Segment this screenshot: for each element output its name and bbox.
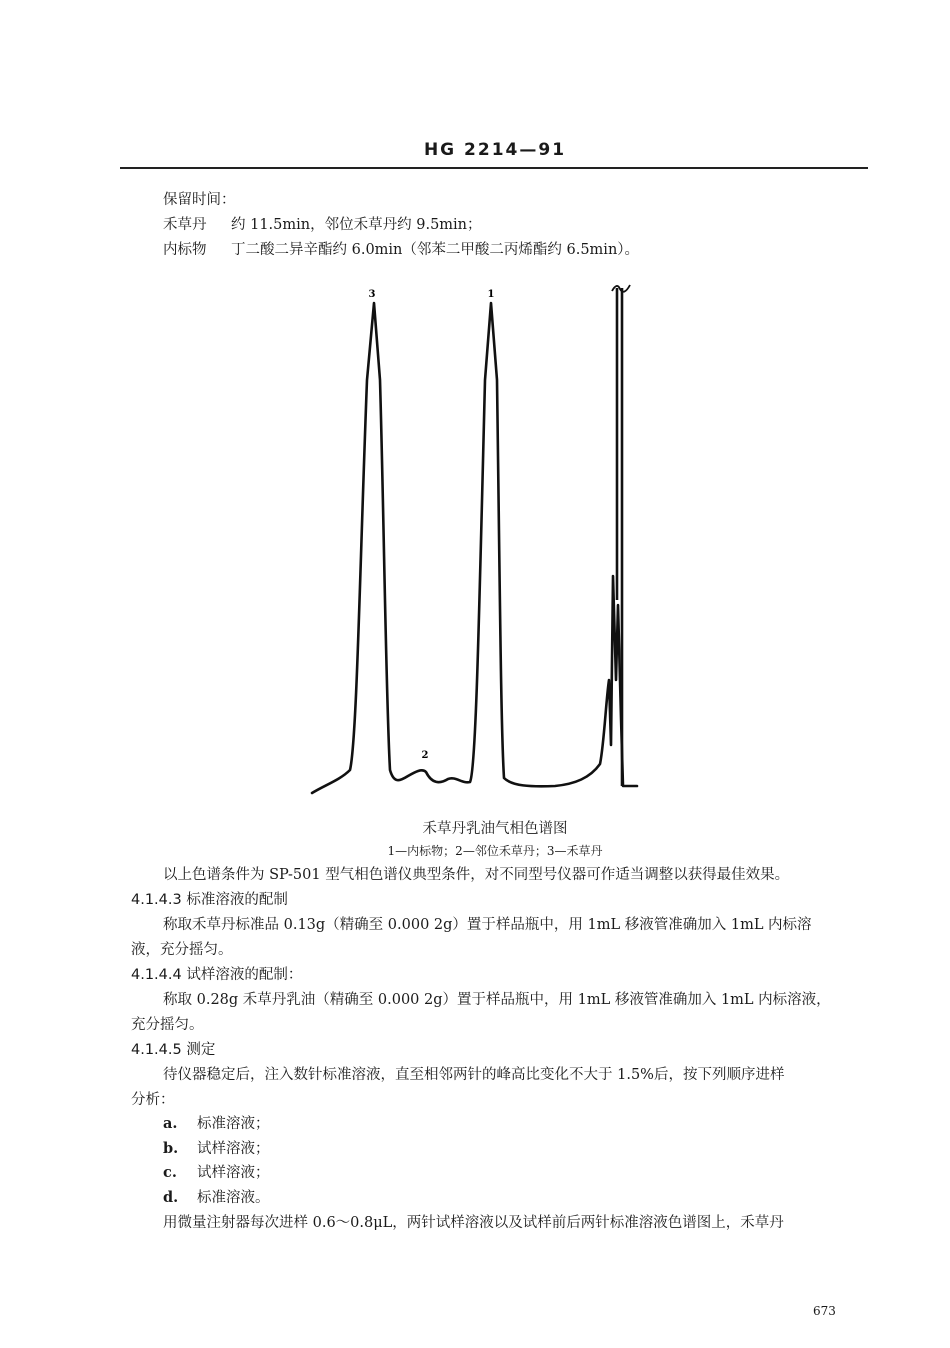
list-marker: a. xyxy=(163,1115,178,1132)
page-number: 673 xyxy=(813,1304,836,1318)
list-text: 试样溶液； xyxy=(197,1165,270,1181)
list-item xyxy=(163,1161,270,1182)
figure-title: 禾草丹乳油气相色谱图 xyxy=(422,821,568,837)
list-marker: d. xyxy=(163,1189,179,1206)
list-text: 试样溶液； xyxy=(197,1141,270,1157)
paragraph-standard-solution: 称取禾草丹标准品 0.13g（精确至 0.000 2g）置于样品瓶中，用 1mL 移液管准确加入 1mL 内标溶 xyxy=(163,917,812,933)
peak-label-2: 2 xyxy=(421,750,429,761)
retention-value: 约 11.5min，邻位禾草丹约 9.5min； xyxy=(231,217,482,233)
list-item xyxy=(163,1112,270,1133)
paragraph-measurement: 待仪器稳定后，注入数针标准溶液，直至相邻两针的峰高比变化不大于 1.5%后，按下列顺序进样 xyxy=(163,1067,785,1083)
peak-label-1: 1 xyxy=(487,289,495,300)
paragraph-conditions: 以上色谱条件为 SP-501 型气相色谱仪典型条件，对不同型号仪器可作适当调整以获得最佳效果。 xyxy=(163,867,790,883)
retention-heading: 保留时间： xyxy=(163,192,236,208)
list-marker: c. xyxy=(163,1164,177,1181)
retention-label: 禾草丹 xyxy=(163,217,207,233)
list-item xyxy=(163,1186,270,1207)
list-item xyxy=(163,1137,270,1158)
list-text: 标准溶液。 xyxy=(197,1190,270,1206)
paragraph-standard-solution-cont: 液，充分摇匀。 xyxy=(131,942,233,958)
figure-legend: 1—内标物；2—邻位禾草丹；3—禾草丹 xyxy=(387,844,603,858)
section-4-1-4-3-title: 4.1.4.3 标准溶液的配制 xyxy=(131,892,288,908)
document-code: HG 2214—91 xyxy=(423,140,567,160)
list-text: 标准溶液； xyxy=(197,1116,270,1132)
section-4-1-4-5-title: 4.1.4.5 测定 xyxy=(131,1042,216,1058)
list-marker: b. xyxy=(163,1140,179,1157)
paragraph-sample-solution: 称取 0.28g 禾草丹乳油（精确至 0.000 2g）置于样品瓶中，用 1mL 移液管准确加入 1mL 内标溶液， xyxy=(163,992,831,1008)
retention-label: 内标物 xyxy=(163,242,207,258)
paragraph-measurement-cont: 分析： xyxy=(131,1092,175,1108)
section-4-1-4-4-title: 4.1.4.4 试样溶液的配制： xyxy=(131,967,303,983)
peak-label-3: 3 xyxy=(368,289,376,300)
chromatogram-trace xyxy=(312,303,637,793)
paragraph-injection: 用微量注射器每次进样 0.6～0.8μL，两针试样溶液以及试样前后两针标准溶液色谱图上，禾草丹 xyxy=(163,1215,784,1231)
paragraph-sample-solution-cont: 充分摇匀。 xyxy=(131,1017,204,1033)
retention-value: 丁二酸二异辛酯约 6.0min（邻苯二甲酸二丙烯酯约 6.5min）。 xyxy=(231,242,640,258)
